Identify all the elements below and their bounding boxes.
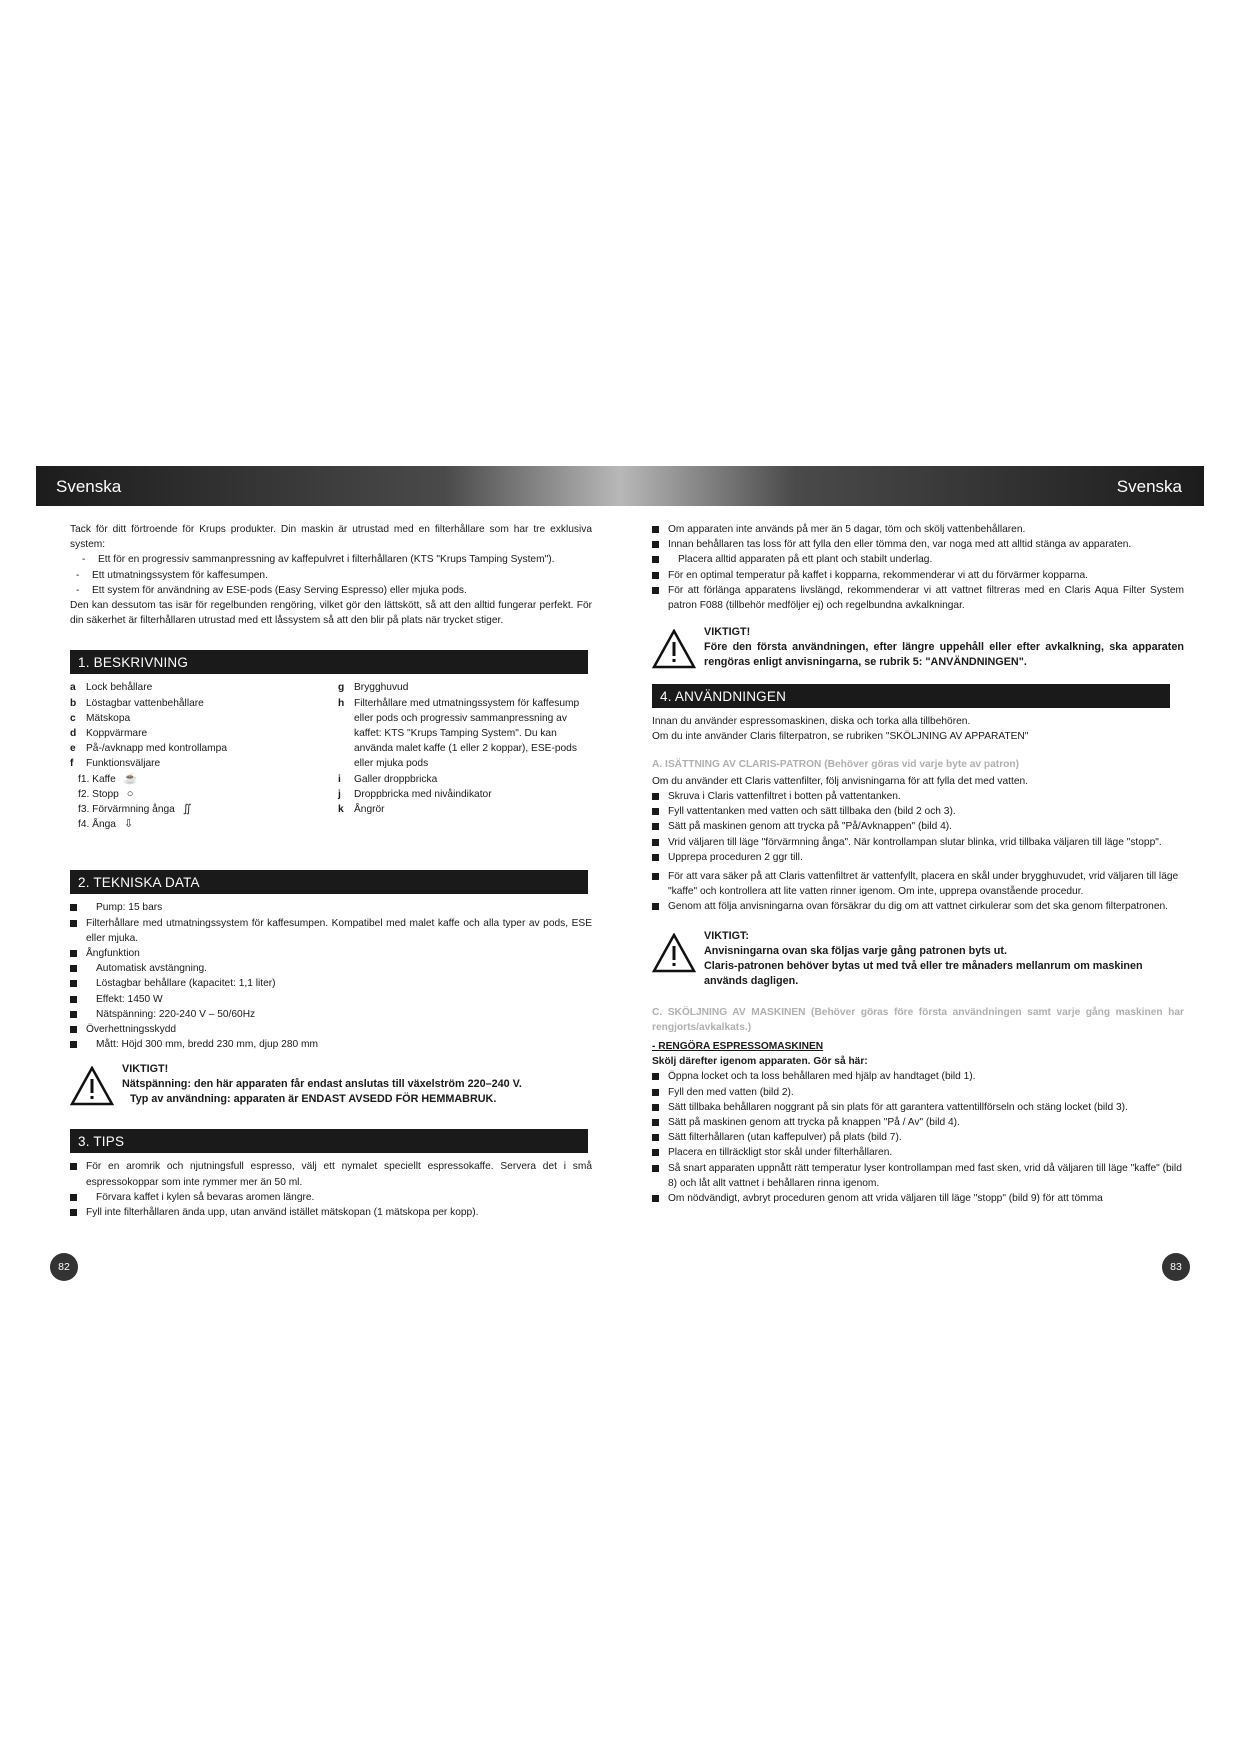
warning-line: Före den första användningen, efter längre uppehåll eller efter avkalkning, ska apparaten rengöras enligt anvisningarna, se rubrik 5: "ANVÄNDNINGEN". — [704, 641, 1184, 669]
claris-intro: Om du använder ett Claris vattenfilter, följ anvisningarna för att fylla det med vatten. — [652, 775, 1028, 787]
tech-item: Löstagbar behållare (kapacitet: 1,1 liter) — [70, 976, 592, 991]
claris-step: Skruva i Claris vattenfiltret i botten på vattentanken. — [652, 789, 1184, 804]
tip-item: För att förlänga apparatens livslängd, rekommenderar vi att vattnet filtreras med en Claris Aqua Filter System patron F088 (tillbehör medföljer ej) och regelbundna avkalkningar. — [652, 583, 1184, 613]
function-coffee: f1. Kaffe ☕ — [70, 772, 338, 787]
cleaning-step: Fyll den med vatten (bild 2). — [652, 1085, 1184, 1100]
tip-item: Innan behållaren tas loss för att fylla den eller tömma den, var noga med att alltid stänga av apparaten. — [652, 537, 1184, 552]
tech-item: Mått: Höjd 300 mm, bredd 230 mm, djup 280 mm — [70, 1037, 592, 1052]
claris-step: För att vara säker på att Claris vattenfiltret är vattenfyllt, placera en skål under brygghuvudet, vrid väljaren till läge "kaffe" och kontrollera att lite vatten rinner igenom. Om inte, upprepa ovanstående procedur. — [652, 869, 1184, 899]
function-steam: f4. Ånga ⇩ — [70, 817, 338, 832]
desc-item: k Ångrör — [338, 804, 385, 816]
claris-step: Genom att följa anvisningarna ovan försäkrar du dig om att vattnet cirkulerar som det ska genom filterpatronen. — [652, 899, 1184, 914]
language-label-right: Svenska — [1116, 477, 1182, 496]
warning-line: Anvisningarna ovan ska följas varje gång patronen byts ut. — [704, 944, 1007, 957]
function-stop: f2. Stopp ○ — [70, 787, 338, 802]
intro-dash-item: - Ett utmatningssystem för kaffesumpen. — [70, 568, 592, 583]
page-number-right: 83 — [1162, 1253, 1190, 1281]
warning-title: VIKTIGT: — [704, 929, 749, 942]
desc-item: j Droppbricka med nivåindikator — [338, 788, 492, 800]
subsection-heading-claris: A. ISÄTTNING AV CLARIS-PATRON (Behöver göras vid varje byte av patron) — [652, 758, 1019, 770]
cleaning-step: Sätt tillbaka behållaren noggrant på sin plats för att garantera vattentillförseln och stäng locket (bild 3). — [652, 1100, 1184, 1115]
desc-item: a Lock behållare — [70, 682, 153, 694]
warning-box-voltage — [70, 1062, 592, 1107]
desc-item: b Löstagbar vattenbehållare — [70, 697, 204, 709]
usage-intro-line: Innan du använder espressomaskinen, diska och torka alla tillbehören. — [652, 716, 971, 728]
tip-item: Om apparaten inte används på mer än 5 dagar, töm och skölj vattenbehållaren. — [652, 522, 1184, 537]
cleaning-step: Så snart apparaten uppnått rätt temperatur lyser kontrollampan med fast sken, vrid då väljaren till läge "kaffe" (bild 8) och låt allt vattnet i behållaren rinna igenom. — [652, 1161, 1184, 1191]
intro-paragraph: Tack för ditt förtroende för Krups produkter. Din maskin är utrustad med en filterhållare som har tre exklusiva system: — [70, 524, 592, 551]
cleaning-step: Sätt filterhållaren (utan kaffepulver) på plats (bild 7). — [652, 1130, 1184, 1145]
tech-item: Överhettningsskydd — [70, 1022, 592, 1037]
desc-item: f Funktionsväljare — [70, 758, 161, 770]
desc-item: i Galler droppbricka — [338, 773, 438, 785]
intro-dash-item: - Ett för en progressiv sammanpressning av kaffepulvret i filterhållaren (KTS "Krups Tamping System"). — [70, 552, 592, 567]
language-header-bar — [36, 466, 1204, 506]
cleaning-heading: - RENGÖRA ESPRESSOMASKINEN — [652, 1041, 824, 1053]
tech-item: Filterhållare med utmatningssystem för kaffesumpen. Kompatibel med malet kaffe och alla typer av pods, ESE eller mjuka. — [70, 916, 592, 946]
section-heading-beskrivning: 1. BESKRIVNING — [70, 650, 588, 674]
tip-item: Placera alltid apparaten på ett plant och stabilt underlag. — [652, 552, 1184, 567]
cleaning-step: Placera en tillräckligt stor skål under filterhållaren. — [652, 1145, 1184, 1160]
claris-step: Vrid väljaren till läge "förvärmning ånga". När kontrollampan slutar blinka, vrid tillbaka väljaren till läge "stopp". — [652, 835, 1184, 850]
tip-item: För en optimal temperatur på kaffet i kopparna, rekommenderar vi att du förvärmer kopparna. — [652, 568, 1184, 583]
cleaning-step: Om nödvändigt, avbryt proceduren genom att vrida väljaren till läge "stopp" (bild 9) för att tömma — [652, 1191, 1184, 1206]
right-page-column — [652, 522, 1184, 1206]
tech-item: Ångfunktion — [70, 946, 592, 961]
tech-item: Nätspänning: 220-240 V – 50/60Hz — [70, 1007, 592, 1022]
claris-step: Fyll vattentanken med vatten och sätt tillbaka den (bild 2 och 3). — [652, 804, 1184, 819]
tip-item: Fyll inte filterhållaren ända upp, utan använd istället mätskopan (1 mätskopa per kopp). — [70, 1205, 592, 1220]
warning-line: Claris-patronen behöver bytas ut med två eller tre månaders mellanrum om maskinen används dagligen. — [704, 959, 1143, 987]
tip-item: För en aromrik och njutningsfull espresso, välj ett nymalet speciellt espressokaffe. Servera det i små espressokoppar som inte rymmer mer än 50 ml. — [70, 1159, 592, 1189]
language-label-left: Svenska — [56, 477, 122, 496]
warning-title: VIKTIGT! — [122, 1063, 169, 1076]
desc-item: e På-/avknapp med kontrollampa — [70, 743, 228, 755]
warning-line: Typ av användning: apparaten är ENDAST AVSEDD FÖR HEMMABRUK. — [130, 1093, 497, 1106]
warning-triangle-icon — [652, 933, 696, 973]
warning-box-cartridge — [652, 929, 1184, 989]
section-heading-tips: 3. TIPS — [70, 1129, 588, 1153]
intro-paragraph-end: Den kan dessutom tas isär för regelbunden rengöring, vilket gör den lättskött, så att den alltid fungerar perfekt. För din säkerhet är filterhållaren utrustad med ett låssystem så att den blir på plats när trycket stiger. — [70, 600, 592, 627]
warning-triangle-icon — [70, 1066, 114, 1106]
cleaning-lead: Skölj därefter igenom apparaten. Gör så här: — [652, 1056, 868, 1068]
tech-item: Pump: 15 bars — [70, 900, 592, 915]
intro-dash-item: - Ett system för användning av ESE-pods (Easy Serving Espresso) eller mjuka pods. — [70, 583, 592, 598]
subsection-heading-rinse: C. SKÖLJNING AV MASKINEN (Behöver göras före första användningen samt varje gång maskinen har rengjorts/avkalkats.) — [652, 1006, 1184, 1033]
warning-triangle-icon — [652, 629, 696, 669]
warning-title: VIKTIGT! — [704, 626, 751, 639]
cleaning-step: Sätt på maskinen genom att trycka på knappen "På / Av" (bild 4). — [652, 1115, 1184, 1130]
claris-step: Sätt på maskinen genom att trycka på "På/Avknappen" (bild 4). — [652, 819, 1184, 834]
function-preheat-steam: f3. Förvärmning ånga ∬ — [70, 802, 338, 817]
desc-item: h Filterhållare med utmatningssystem för kaffesump eller pods och progressiv sammanpressning av kaffet: KTS "Krups Tamping System". Du kan använda malet kaffe (1 eller 2 koppar), ESE-pods eller mjuka pods — [338, 697, 580, 770]
desc-item: g Brygghuvud — [338, 682, 409, 694]
description-list — [70, 680, 592, 832]
usage-intro-line: Om du inte använder Claris filterpatron, se rubriken "SKÖLJNING AV APPARATEN" — [652, 731, 1029, 743]
steam-icon: ⇩ — [123, 818, 134, 831]
left-page-column — [70, 522, 592, 1220]
claris-step: Upprepa proceduren 2 ggr till. — [652, 850, 1184, 865]
section-heading-anvandningen: 4. ANVÄNDNINGEN — [652, 684, 1170, 708]
section-heading-tekniska-data: 2. TEKNISKA DATA — [70, 870, 588, 894]
desc-item: d Koppvärmare — [70, 728, 148, 740]
steam-heat-icon: ∬ — [182, 803, 192, 816]
coffee-cup-icon: ☕ — [123, 772, 138, 785]
cleaning-step: Öppna locket och ta loss behållaren med hjälp av handtaget (bild 1). — [652, 1069, 1184, 1084]
tip-item: Förvara kaffet i kylen så bevaras aromen längre. — [70, 1190, 592, 1205]
tech-item: Automatisk avstängning. — [70, 961, 592, 976]
warning-line: Nätspänning: den här apparaten får endast anslutas till växelström 220–240 V. — [122, 1078, 522, 1091]
page-number-left: 82 — [50, 1253, 78, 1281]
desc-item: c Mätskopa — [70, 712, 131, 724]
warning-box-first-use — [652, 625, 1184, 670]
stop-circle-icon: ○ — [126, 787, 134, 800]
tech-item: Effekt: 1450 W — [70, 992, 592, 1007]
